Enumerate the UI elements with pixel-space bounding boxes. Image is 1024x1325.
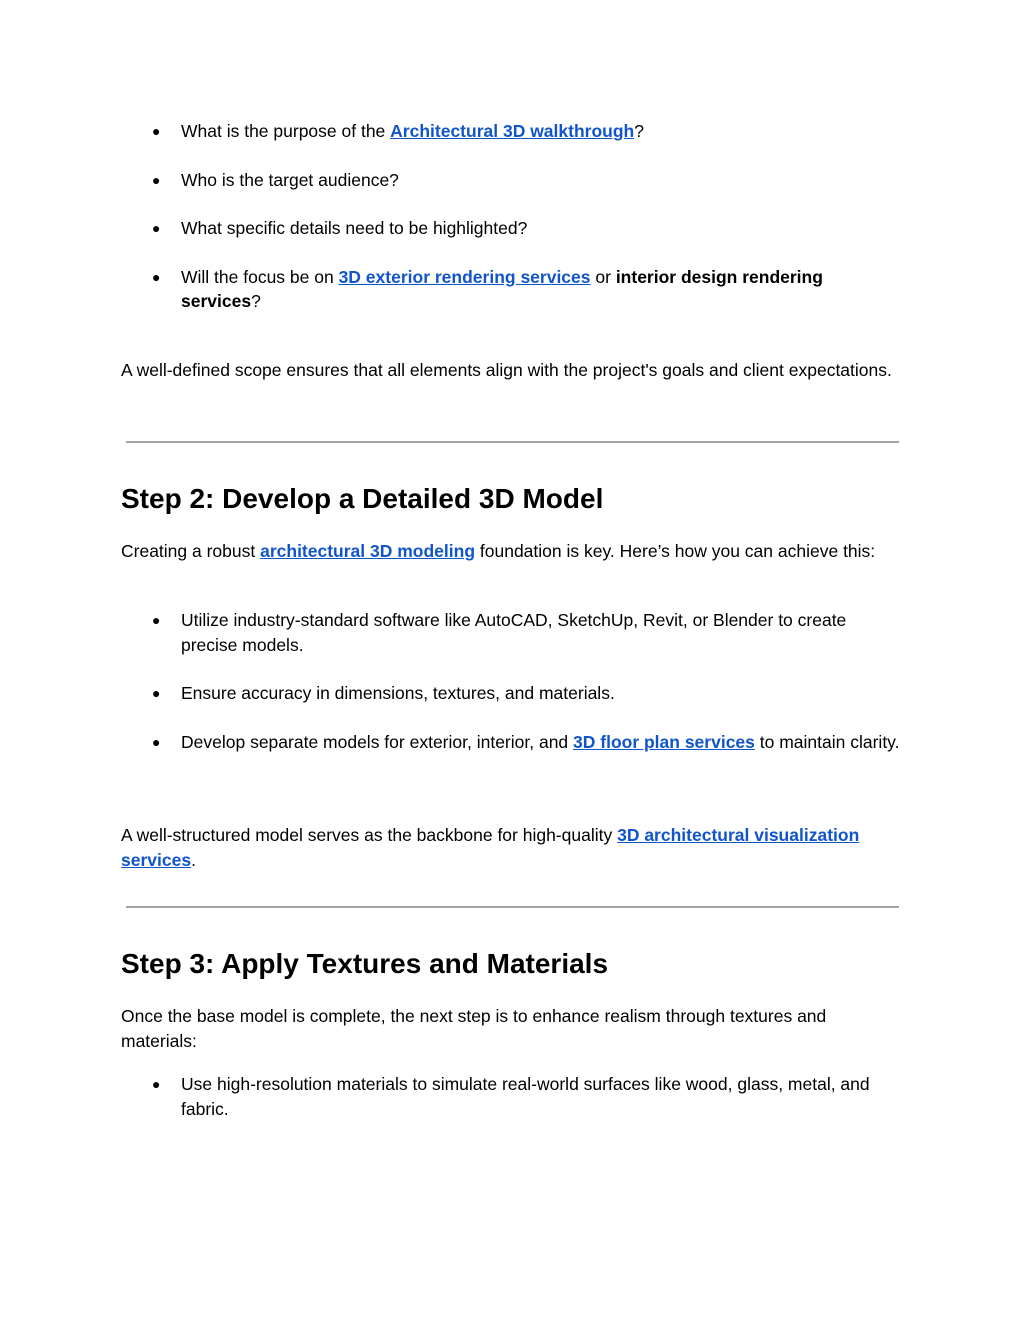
link-architectural-3d-modeling[interactable]: architectural 3D modeling [260,541,476,561]
link-3d-exterior-rendering-services[interactable]: 3D exterior rendering services [338,266,591,287]
bullet-icon: ● [152,685,161,701]
list-item-text: What is the purpose of the [181,121,391,141]
list-item [121,216,901,241]
list-item: ● Will the focus be on 3D exterior rendering services or interior design rendering services? [152,266,823,311]
bullet-icon: ● [152,733,161,750]
step2-heading: Step 2: Develop a Detailed 3D Model [121,483,604,514]
list-item: ● What is the purpose of the Architectural 3D walkthrough? [121,119,901,144]
list-item [121,681,901,706]
list-item-text: Will the focus be on [181,266,339,287]
bullet-icon: ● [152,220,161,236]
link-3d-architectural-visualization-services[interactable]: 3D architectural visualization services [121,825,860,870]
link-architectural-3d-walkthrough[interactable]: Architectural 3D walkthrough [390,121,635,141]
scope-paragraph: A well-defined scope ensures that all elements align with the project's goals and client expectations. [121,360,892,380]
bullet-icon: ● [152,1076,161,1092]
step2-intro-paragraph: Creating a robust architectural 3D modeling foundation is key. Here’s how you can achieve this: [121,541,876,561]
bold-interior-design-rendering-services: interior design rendering services [181,266,823,311]
bullet-icon: ● [152,123,161,139]
list-item-text: Who is the target audience? [181,169,399,190]
step3-list [121,1072,901,1145]
list-item-text: Develop separate models for exterior, interior, and [181,731,574,752]
horizontal-divider [126,906,899,908]
step2-outro-paragraph: A well-structured model serves as the backbone for high-quality 3D architectural visualization services. [121,825,860,870]
link-3d-floor-plan-services[interactable]: 3D floor plan services [573,731,755,752]
horizontal-divider [126,441,899,443]
bullet-icon: ● [152,612,161,628]
purpose-question-list [121,119,901,338]
bullet-icon: ● [152,268,161,285]
list-item-text: Ensure accuracy in dimensions, textures, and materials. [181,683,615,703]
list-item-text: Utilize industry-standard software like AutoCAD, SketchUp, Revit, or Blender to create precise models. [181,610,847,655]
step3-heading: Step 3: Apply Textures and Materials [121,948,609,979]
list-item [121,1072,901,1121]
list-item [121,608,901,657]
bullet-icon: ● [152,171,161,188]
list-item [121,168,901,193]
step3-intro-paragraph: Once the base model is complete, the next step is to enhance realism through textures and materials: [121,1006,827,1051]
list-item-text: What specific details need to be highlighted? [181,218,528,238]
step2-list [121,608,901,778]
list-item-text: Use high-resolution materials to simulate real-world surfaces like wood, glass, metal, and fabric. [181,1074,870,1119]
list-item: ● Develop separate models for exterior, interior, and 3D floor plan services to maintain clarity. [121,730,901,755]
